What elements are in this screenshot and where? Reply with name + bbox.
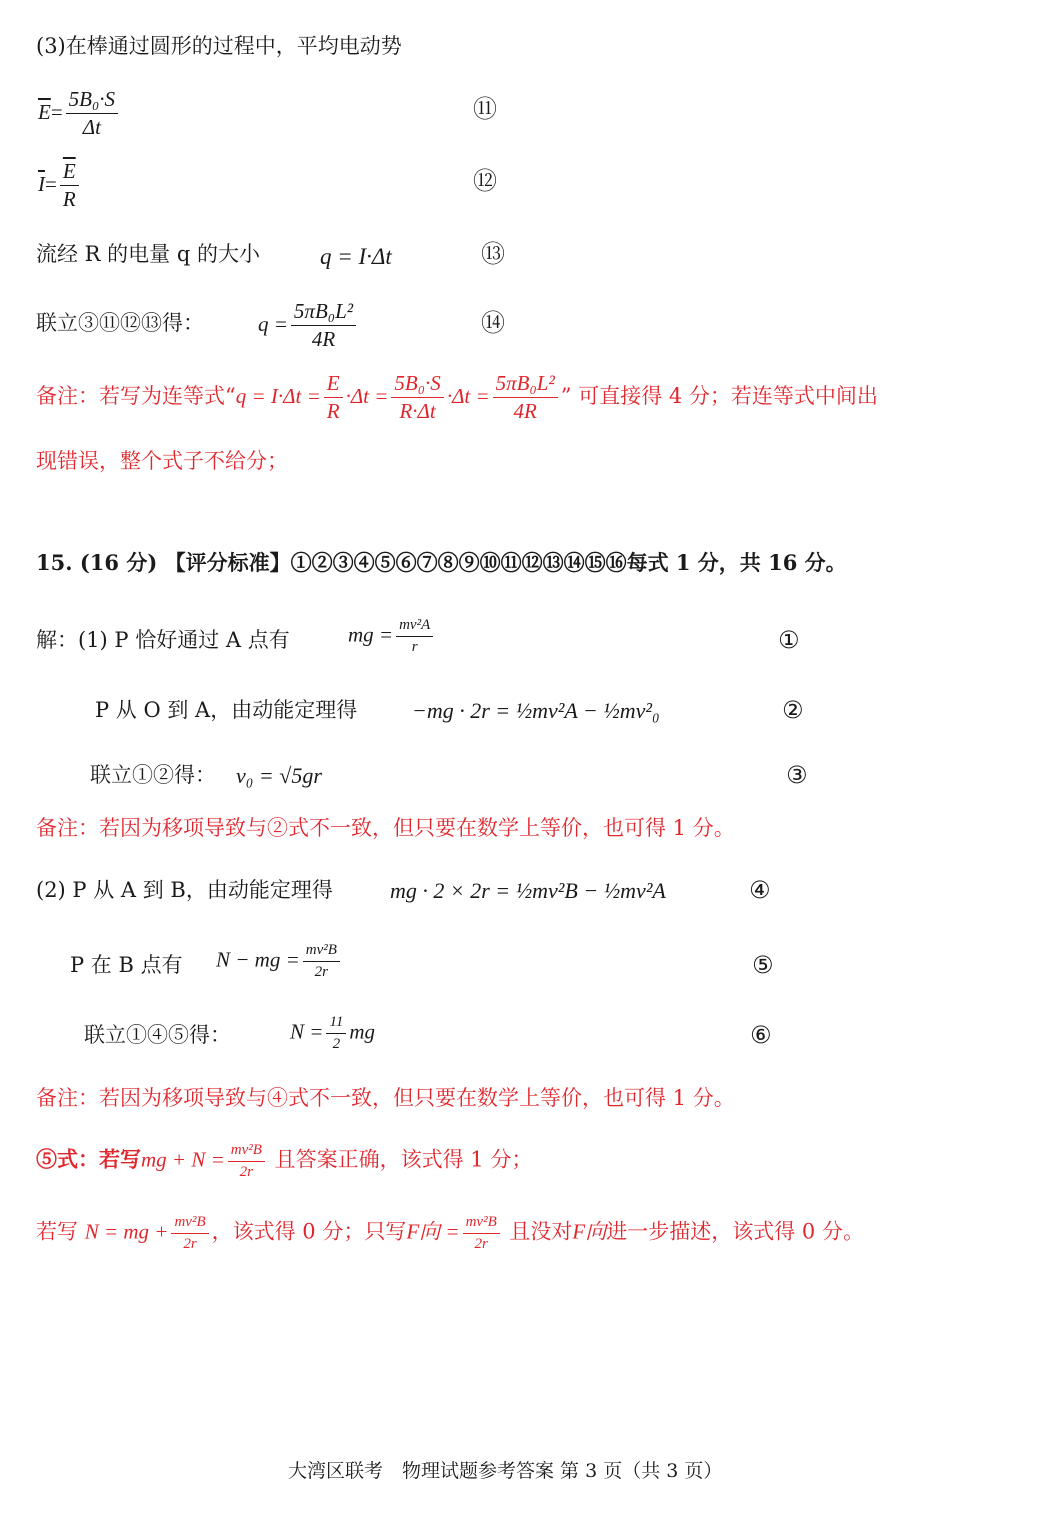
note-3: ⑤式：若写mg + N = $\frac{\text{mv²B}}{2r}$ 且答案正确，该式得 1 分； — [36, 1142, 533, 1180]
step-6-text: 联立①④⑤得： — [84, 1023, 231, 1047]
tag-2: ② — [782, 696, 804, 724]
equation-13-text: 流经 R 的电量 q 的大小 — [36, 242, 260, 266]
page-footer: 大湾区联考 物理试题参考答案 第 3 页（共 3 页） — [288, 1460, 723, 1482]
equation-11: $\overline{E}=$ $\frac{\text{5B₀·S}}{\Delta t}$ — [38, 88, 121, 139]
equation-14: q = $\frac{\text{5πB₀L²}}{4R}$ — [258, 300, 359, 351]
step-3-text: 联立①②得： — [90, 763, 216, 787]
tag-1: ① — [778, 626, 800, 654]
step-1-text: 解：(1) P 恰好通过 A 点有 — [36, 628, 290, 652]
step-4-text: (2) P 从 A 到 B，由动能定理得 — [36, 878, 333, 902]
step-6-formula: N = $\frac{11}{2}$ mg — [290, 1014, 375, 1052]
step-4-formula: mg · 2 × 2r = ½mv²B − ½mv²A — [390, 878, 666, 903]
step-2-text: P 从 O 到 A，由动能定理得 — [95, 698, 358, 722]
part3-note: 备注：若写为连等式“q = I·Δt = $\frac{E}{R}$ ·Δt = $\frac{\text{5B₀·S}}{R\cdot\Delta t}$ ·Δt = $\frac{\text{5πB₀L²}}{4R}$ ” 可直接得 4 分；若连等式中间出 — [36, 371, 878, 424]
step-5-text: P 在 B 点有 — [70, 953, 183, 977]
tag-11: ⑪ — [473, 95, 497, 123]
tag-5: ⑤ — [752, 951, 774, 979]
tag-4: ④ — [749, 876, 771, 904]
step-1-formula: mg = $\frac{\text{mv²A}}{r}$ — [348, 617, 436, 655]
tag-14: ⑭ — [481, 309, 505, 337]
equation-14-text: 联立③⑪⑫⑬得： — [36, 311, 204, 335]
tag-6: ⑥ — [750, 1021, 772, 1049]
equation-13: q = I·Δt — [320, 244, 392, 269]
step-2-formula: −mg · 2r = ½mv²A − ½mv²₀ — [412, 698, 660, 723]
q15-header: 15. (16 分) 【评分标准】①②③④⑤⑥⑦⑧⑨⑩⑪⑫⑬⑭⑮⑯每式 1 分，共 16 分。 — [36, 550, 847, 575]
part3-note-line2: 现错误，整个式子不给分； — [36, 449, 288, 473]
note-4: 若写 N = mg + $\frac{\text{mv²B}}{2r}$ ，该式得 0 分；只写F向 = $\frac{\text{mv²B}}{2r}$ 且没对F向进一步描述，该式得 0 分。 — [36, 1214, 864, 1252]
part3-heading: (3)在棒通过圆形的过程中，平均电动势 — [36, 34, 402, 58]
equation-12: $\overline{I}=$ $\frac{\overline{E}}{R}$ — [38, 160, 82, 211]
step-3-formula: v₀ = √5gr — [236, 763, 322, 788]
step-5-formula: N − mg = $\frac{\text{mv²B}}{2r}$ — [216, 942, 343, 980]
note-2: 备注：若因为移项导致与④式不一致，但只要在数学上等价，也可得 1 分。 — [36, 1086, 735, 1110]
note-1: 备注：若因为移项导致与②式不一致，但只要在数学上等价，也可得 1 分。 — [36, 816, 735, 840]
tag-3: ③ — [786, 761, 808, 789]
tag-13: ⑬ — [481, 240, 505, 268]
tag-12: ⑫ — [473, 167, 497, 195]
